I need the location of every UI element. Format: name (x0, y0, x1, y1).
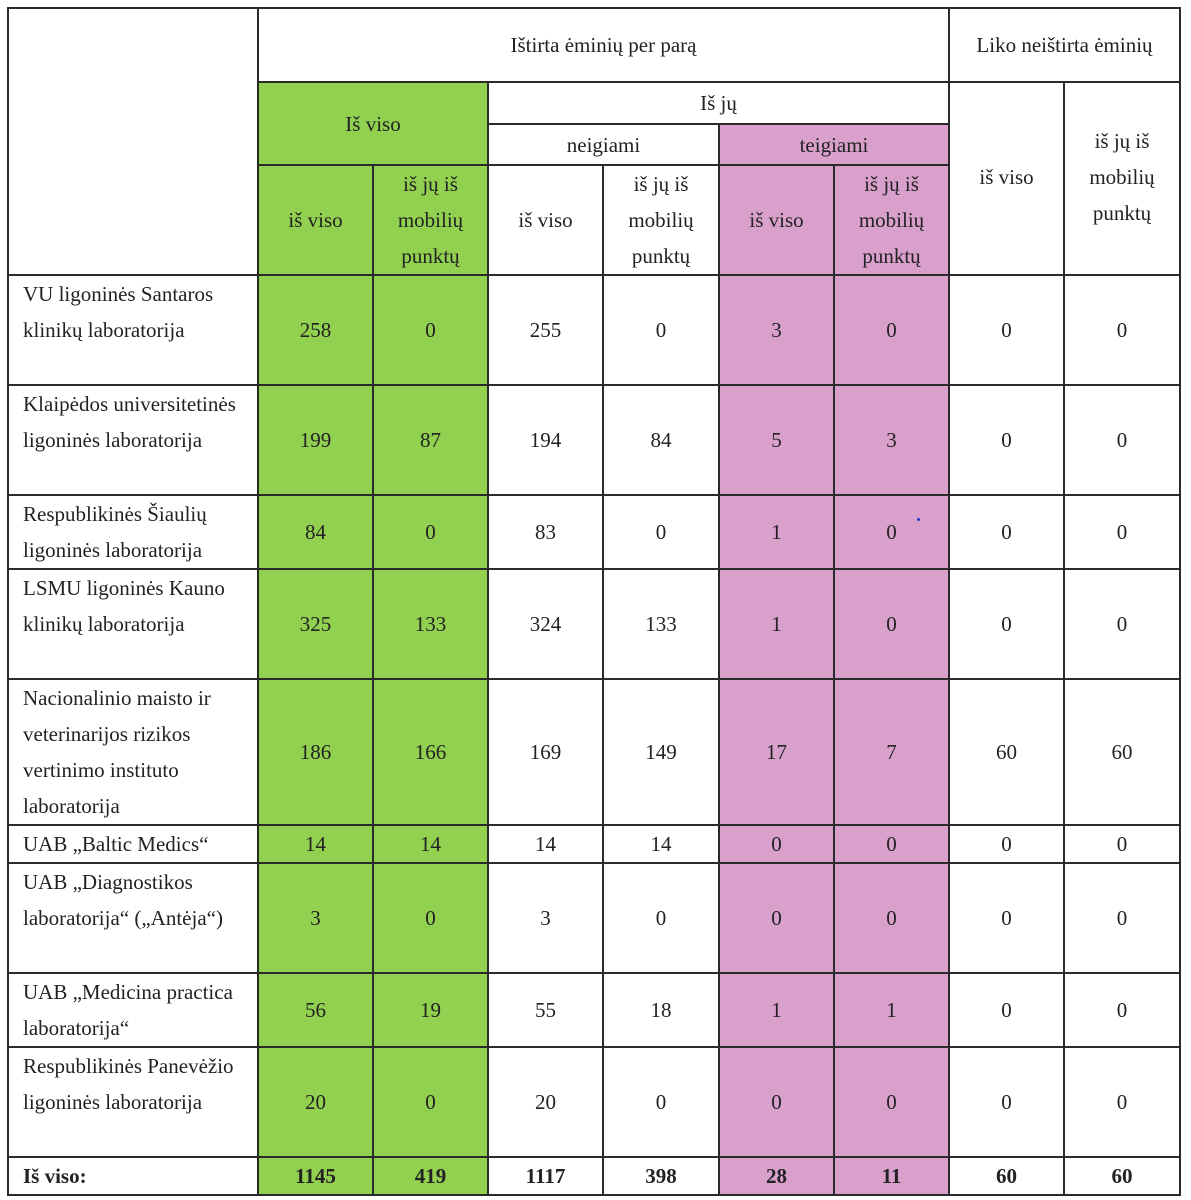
value-cell: 133 (373, 569, 488, 679)
value-cell: 20 (488, 1047, 603, 1157)
header-total: Iš viso (258, 82, 488, 165)
value-cell: 0 (373, 1047, 488, 1157)
value-cell: 0 (603, 275, 719, 385)
total-value-cell: 28 (719, 1157, 834, 1195)
value-cell: 5 (719, 385, 834, 495)
value-cell: 1 (719, 569, 834, 679)
total-value-cell: 1145 (258, 1157, 373, 1195)
value-cell: 17 (719, 679, 834, 825)
value-cell: 60 (949, 679, 1064, 825)
value-cell: 0 (603, 1047, 719, 1157)
total-value-cell: 11 (834, 1157, 949, 1195)
value-cell: 0 (834, 863, 949, 973)
value-cell: 3 (488, 863, 603, 973)
value-cell: 0 (949, 275, 1064, 385)
value-cell: 1 (834, 973, 949, 1047)
value-cell: 7 (834, 679, 949, 825)
value-cell: 186 (258, 679, 373, 825)
value-cell: 0 (719, 825, 834, 863)
value-cell: 149 (603, 679, 719, 825)
header-corner-cell (8, 8, 258, 275)
value-cell: 324 (488, 569, 603, 679)
lab-name-cell: Nacionalinio maisto ir veterinarijos rizikos vertinimo instituto laboratorija (8, 679, 258, 825)
value-cell: 325 (258, 569, 373, 679)
value-cell: 169 (488, 679, 603, 825)
table-row (8, 825, 1180, 863)
table-row (8, 495, 1180, 569)
value-cell: 55 (488, 973, 603, 1047)
value-cell: 0 (603, 495, 719, 569)
value-cell: 194 (488, 385, 603, 495)
totals-row (8, 1157, 1180, 1195)
value-cell: 84 (603, 385, 719, 495)
value-cell: 14 (373, 825, 488, 863)
header-remaining-untested: Liko neištirta ėminių (949, 8, 1180, 82)
value-cell: 0 (949, 863, 1064, 973)
value-cell: 0 (1064, 569, 1180, 679)
value-cell: 0 (834, 495, 949, 569)
value-cell: 14 (603, 825, 719, 863)
header-positive-all: iš viso (719, 165, 834, 275)
total-value-cell: 60 (949, 1157, 1064, 1195)
table-row (8, 569, 1180, 679)
table-row (8, 679, 1180, 825)
table-row (8, 275, 1180, 385)
lab-name-cell: Klaipėdos universitetinės ligoninės laboratorija (8, 385, 258, 495)
total-value-cell: 60 (1064, 1157, 1180, 1195)
totals-label: Iš viso: (8, 1157, 258, 1195)
value-cell: 0 (373, 863, 488, 973)
value-cell: 0 (1064, 495, 1180, 569)
value-cell: 3 (719, 275, 834, 385)
value-cell: 83 (488, 495, 603, 569)
stray-dot-mark (917, 518, 920, 521)
value-cell: 56 (258, 973, 373, 1047)
value-cell: 0 (949, 495, 1064, 569)
header-total-mobile: iš jų iš mobilių punktų (373, 165, 488, 275)
total-value-cell: 398 (603, 1157, 719, 1195)
value-cell: 0 (1064, 973, 1180, 1047)
value-cell: 0 (949, 569, 1064, 679)
value-cell: 0 (1064, 863, 1180, 973)
value-cell: 87 (373, 385, 488, 495)
value-cell: 0 (373, 275, 488, 385)
value-cell: 0 (1064, 275, 1180, 385)
value-cell: 255 (488, 275, 603, 385)
header-positive-mobile: iš jų iš mobilių punktų (834, 165, 949, 275)
value-cell: 0 (603, 863, 719, 973)
value-cell: 1 (719, 973, 834, 1047)
samples-table (7, 7, 1181, 1196)
total-value-cell: 419 (373, 1157, 488, 1195)
value-cell: 0 (373, 495, 488, 569)
value-cell: 0 (1064, 825, 1180, 863)
lab-name-cell: Respublikinės Šiaulių ligoninės laboratorija (8, 495, 258, 569)
value-cell: 0 (1064, 385, 1180, 495)
value-cell: 0 (1064, 1047, 1180, 1157)
header-negative-all: iš viso (488, 165, 603, 275)
table-row (8, 863, 1180, 973)
value-cell: 0 (834, 825, 949, 863)
header-of-which: Iš jų (488, 82, 949, 124)
total-value-cell: 1117 (488, 1157, 603, 1195)
lab-name-cell: Respublikinės Panevėžio ligoninės laboratorija (8, 1047, 258, 1157)
value-cell: 0 (949, 1047, 1064, 1157)
value-cell: 14 (258, 825, 373, 863)
header-remaining-mobile: iš jų iš mobilių punktų (1064, 82, 1180, 275)
value-cell: 0 (834, 569, 949, 679)
value-cell: 1 (719, 495, 834, 569)
value-cell: 14 (488, 825, 603, 863)
header-tested-per-day: Ištirta ėminių per parą (258, 8, 949, 82)
lab-name-cell: UAB „Baltic Medics“ (8, 825, 258, 863)
value-cell: 0 (949, 973, 1064, 1047)
value-cell: 84 (258, 495, 373, 569)
lab-name-cell: UAB „Diagnostikos laboratorija“ („Antėja“) (8, 863, 258, 973)
value-cell: 19 (373, 973, 488, 1047)
header-negative: neigiami (488, 124, 719, 165)
table-row (8, 973, 1180, 1047)
value-cell: 0 (949, 385, 1064, 495)
value-cell: 0 (949, 825, 1064, 863)
lab-name-cell: LSMU ligoninės Kauno klinikų laboratorija (8, 569, 258, 679)
value-cell: 3 (834, 385, 949, 495)
value-cell: 0 (834, 275, 949, 385)
header-total-all: iš viso (258, 165, 373, 275)
value-cell: 60 (1064, 679, 1180, 825)
value-cell: 3 (258, 863, 373, 973)
value-cell: 166 (373, 679, 488, 825)
header-positive: teigiami (719, 124, 949, 165)
value-cell: 20 (258, 1047, 373, 1157)
header-row-1 (8, 8, 1180, 82)
header-remaining-total: iš viso (949, 82, 1064, 275)
value-cell: 258 (258, 275, 373, 385)
value-cell: 0 (834, 1047, 949, 1157)
table-row (8, 1047, 1180, 1157)
lab-name-cell: VU ligoninės Santaros klinikų laboratorija (8, 275, 258, 385)
table-row (8, 385, 1180, 495)
value-cell: 0 (719, 863, 834, 973)
value-cell: 0 (719, 1047, 834, 1157)
lab-name-cell: UAB „Medicina practica laboratorija“ (8, 973, 258, 1047)
header-negative-mobile: iš jų iš mobilių punktų (603, 165, 719, 275)
value-cell: 18 (603, 973, 719, 1047)
value-cell: 199 (258, 385, 373, 495)
value-cell: 133 (603, 569, 719, 679)
